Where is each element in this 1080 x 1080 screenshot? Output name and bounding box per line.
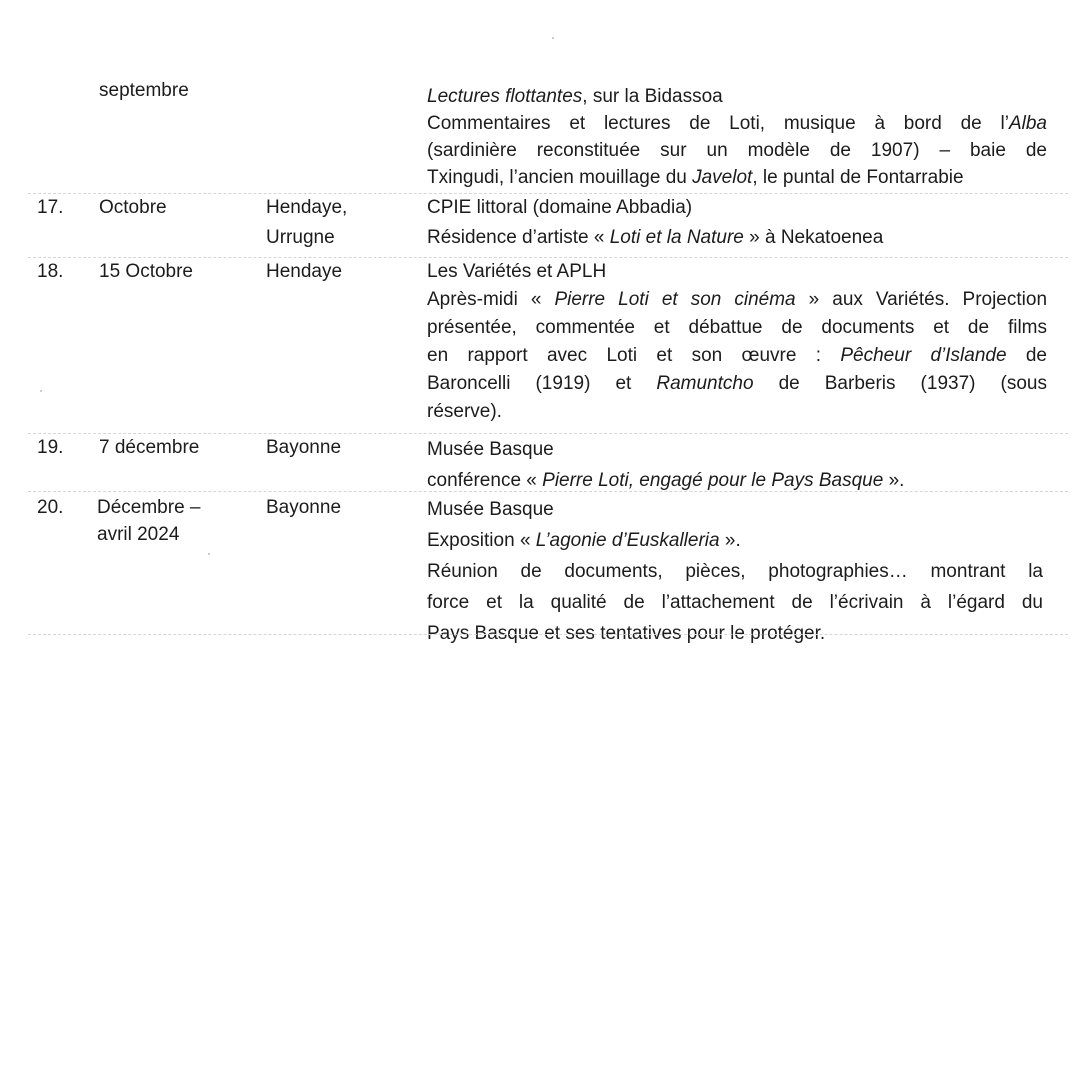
desc-line: Pays Basque et ses tentatives pour le protéger. xyxy=(427,623,826,644)
desc-text: Résidence d’artiste « xyxy=(427,227,610,248)
place-line: Urrugne xyxy=(266,227,335,248)
desc-text: de Barberis (1937) (sous xyxy=(753,373,1047,394)
row-number: 18. xyxy=(37,261,64,282)
row-place: Hendaye xyxy=(266,261,343,282)
desc-text: en rapport avec Loti et son œuvre : xyxy=(427,345,841,366)
row-date xyxy=(97,494,201,548)
event-title-italic: Lectures flottantes xyxy=(427,86,583,107)
event-title-italic: Loti et la Nature xyxy=(609,227,744,248)
date-line: Décembre – xyxy=(97,497,201,518)
desc-text: Commentaires et lectures de Loti, musique à bord de l’ xyxy=(427,113,1009,134)
row-place: Bayonne xyxy=(266,437,342,458)
desc-line xyxy=(427,342,1047,370)
desc-line xyxy=(427,286,1047,314)
row-number: 17. xyxy=(37,197,64,218)
date-line: avril 2024 xyxy=(97,524,180,545)
desc-text: Exposition « xyxy=(427,530,536,551)
event-title-italic: Pierre Loti et son cinéma xyxy=(554,289,796,310)
desc-line: Musée Basque xyxy=(427,439,554,460)
desc-line: Réunion de documents, pièces, photographies… montrant la xyxy=(427,561,1043,582)
desc-text: ». xyxy=(719,530,741,551)
desc-line: force et la qualité de l’attachement de l’écrivain à l’égard du xyxy=(427,592,1043,613)
desc-text: » à Nekatoenea xyxy=(743,227,884,248)
date-text: septembre xyxy=(99,80,189,101)
desc-text: Après-midi « xyxy=(427,289,555,310)
row-place: Bayonne xyxy=(266,497,342,518)
desc-text: » aux Variétés. Projection xyxy=(795,289,1047,310)
desc-line: présentée, commentée et débattue de documents et de films xyxy=(427,317,1047,338)
desc-text: , le puntal de Fontarrabie xyxy=(752,167,964,188)
desc-text: , sur la Bidassoa xyxy=(582,86,723,107)
row-date: 7 décembre xyxy=(99,437,200,458)
desc-line xyxy=(427,83,1047,110)
desc-text: Txingudi, l’ancien mouillage du xyxy=(427,167,693,188)
scan-speck xyxy=(40,390,42,392)
row-description xyxy=(427,194,1047,251)
row-description xyxy=(427,83,1047,191)
desc-line xyxy=(427,224,1047,251)
row-description xyxy=(427,494,1043,649)
row-separator xyxy=(28,491,1068,492)
desc-line xyxy=(427,110,1047,137)
scan-speck xyxy=(208,553,210,555)
desc-text: Baroncelli (1919) et xyxy=(427,373,657,394)
desc-text: conférence « xyxy=(427,470,543,491)
desc-line: Musée Basque xyxy=(427,499,554,520)
desc-line: réserve). xyxy=(427,401,502,422)
row-place xyxy=(266,194,347,251)
place-line: Hendaye, xyxy=(266,197,348,218)
desc-line xyxy=(427,370,1047,398)
scan-speck xyxy=(552,37,554,39)
desc-text: de xyxy=(1006,345,1047,366)
event-title-italic: Pierre Loti, engagé pour le Pays Basque xyxy=(542,470,884,491)
row-date: 15 Octobre xyxy=(99,261,193,282)
row-date xyxy=(99,77,189,104)
film-title-italic: Pêcheur d’Islande xyxy=(840,345,1007,366)
row-number: 20. xyxy=(37,497,64,518)
desc-text: ». xyxy=(883,470,905,491)
film-title-italic: Ramuntcho xyxy=(656,373,754,394)
desc-line xyxy=(427,164,1047,191)
desc-line: CPIE littoral (domaine Abbadia) xyxy=(427,197,693,218)
boat-name-italic: Alba xyxy=(1008,113,1047,134)
row-description xyxy=(427,434,1047,496)
row-separator xyxy=(28,634,1068,635)
row-description xyxy=(427,258,1047,426)
boat-name-italic: Javelot xyxy=(692,167,753,188)
desc-line: (sardinière reconstituée sur un modèle de 1907) – baie de xyxy=(427,140,1047,161)
desc-line xyxy=(427,525,1043,556)
event-title-italic: L’agonie d’Euskalleria xyxy=(535,530,720,551)
row-number: 19. xyxy=(37,437,64,458)
row-date: Octobre xyxy=(99,197,167,218)
desc-line: Les Variétés et APLH xyxy=(427,261,607,282)
